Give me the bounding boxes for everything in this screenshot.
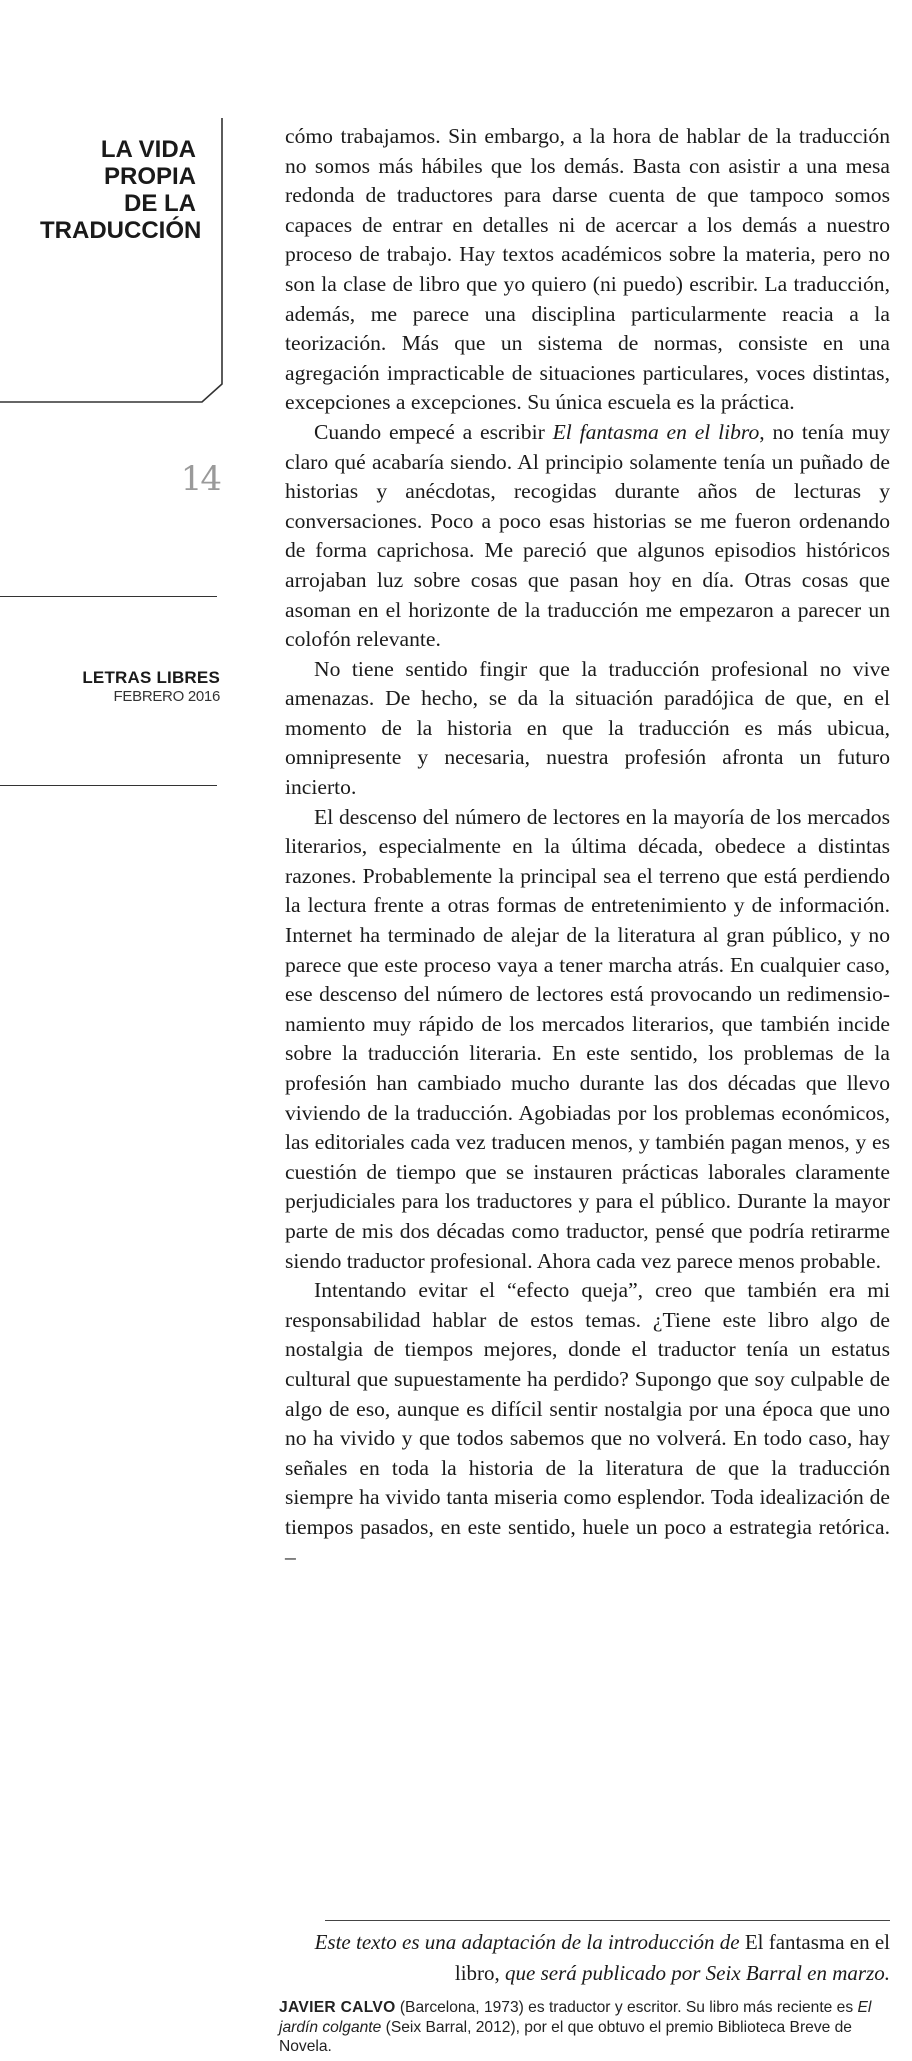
paragraph-text: Cuando empecé a escribir — [314, 419, 553, 444]
section-title-line: TRADUCCIÓN — [40, 217, 202, 244]
adaptation-note — [300, 1927, 890, 1989]
paragraph-text: , no tenía muy claro qué acabaría siendo. Al principio solamente tenía un puñado de historias y anécdotas, recogidas durante años de lecturas y conversaciones. Poco a poco esas historias se me fueron ordenando de forma caprichosa. Me pareció que algunos episodios históricos arrojaban luz sobre cosas que pasan hoy en día. Otras cosas que asoman en el horizonte de la traducción me empezaron a parecer un colofón relevante. — [285, 419, 890, 652]
article-paragraph: Intentando evitar el “efecto queja”, creo que también era mi responsabilidad hablar de estos temas. ¿Tiene este libro algo de nostalgia de tiempos mejores, donde el traductor tenía un estatus cultural que supuestamente ha perdido? Supongo que soy culpable de algo de eso, aunque es difícil sentir nostalgia por una época que uno no ha vivido y que todos sabemos que no volverá. En todo caso, hay señales en toda la historia de la literatura de que la traducción siempre ha vivido tanta miseria como esplendor. Toda idealización de tiempos pasados, en este sentido, huele un poco a estrategia retórica. – — [285, 1278, 890, 1569]
author-bio — [279, 1998, 894, 2057]
note-book-title: El fantasma en el libro, — [454, 1930, 890, 1985]
bio-text: (Seix Barral, 2012), por el que obtuvo el premio Biblioteca Breve de Novela. — [279, 2018, 852, 2055]
note-divider — [325, 1920, 890, 1921]
sidebar-divider-bottom — [0, 785, 217, 786]
note-text: Este texto es una adaptación de la introducción de — [314, 1930, 745, 1954]
article-paragraph — [285, 418, 890, 655]
article-paragraph: El descenso del número de lectores en la mayoría de los mercados literarios, especialmente en la última década, obedece a distintas razones. Probablemente la principal sea el terreno que está perdiendo la lectura frente a otras formas de entretenimiento y de información. Internet ha terminado de alejar de la literatura al gran público, y no parece que este proceso vaya a tener marcha atrás. En cualquier caso, ese descenso del número de lectores está provocando un redimensionamiento muy rápido de los mercados literarios, que también incide sobre la traducción literaria. En este sentido, los problemas de la profesión han cambiado mucho durante las dos décadas que llevo viviendo de la traducción. Agobiadas por los problemas económicos, las editoriales cada vez traducen menos, y también pagan menos, y es cuestión de tiempo que se instauren prácticas laborales claramente perjudiciales para los traductores y para el público. Durante la mayor parte de mis dos décadas como traductor, pensé que podría retirarme siendo traductor profesional. Ahora cada vez parece menos probable. — [285, 804, 890, 1273]
article-body — [285, 122, 890, 1572]
issue-date: FEBRERO 2016 — [113, 688, 220, 705]
book-title: El fantasma en el libro — [552, 419, 760, 444]
bio-text: (Barcelona, 1973) es traductor y escritor. Su libro más reciente es — [395, 1999, 858, 2016]
section-title-line: LA VIDA — [100, 136, 196, 163]
note-text: que será publicado por Seix Barral en marzo. — [499, 1961, 890, 1985]
section-title-line: DE LA — [124, 190, 196, 217]
bio-book-title: El jardín colgante — [279, 1999, 872, 2036]
sidebar-divider-top — [0, 596, 217, 597]
author-name: JAVIER CALVO — [279, 1999, 396, 2016]
page-number: 14 — [180, 459, 220, 499]
section-title — [40, 136, 202, 244]
magazine-masthead — [40, 668, 220, 706]
article-paragraph: No tiene sentido fingir que la traducción profesional no vive amenazas. De hecho, se da la situación paradójica de que, en el momento de la historia en que la traducción es más ubicua, omnipresente y necesaria, nuestra profesión afronta un futuro incierto. — [285, 656, 890, 800]
magazine-name: LETRAS LIBRES — [82, 668, 220, 687]
article-paragraph: cómo trabajamos. Sin embargo, a la hora de hablar de la traducción no somos más hábiles que los demás. Basta con asistir a una mesa redonda de traductores para darse cuenta de que tampoco somos capaces de entrar en detalles ni de acercar a los demás a nuestro proceso de trabajo. Hay textos académicos sobre la materia, pero no son la clase de libro que yo quiero (ni puedo) escribir. La traducción, además, me parece una disciplina particularmente reacia a la teorización. Más que un sistema de normas, consiste en una agregación impracticable de situaciones particulares, voces distintas, excepciones a excepciones. Su única escuela es la práctica. — [285, 124, 890, 415]
section-title-line: PROPIA — [103, 163, 196, 190]
